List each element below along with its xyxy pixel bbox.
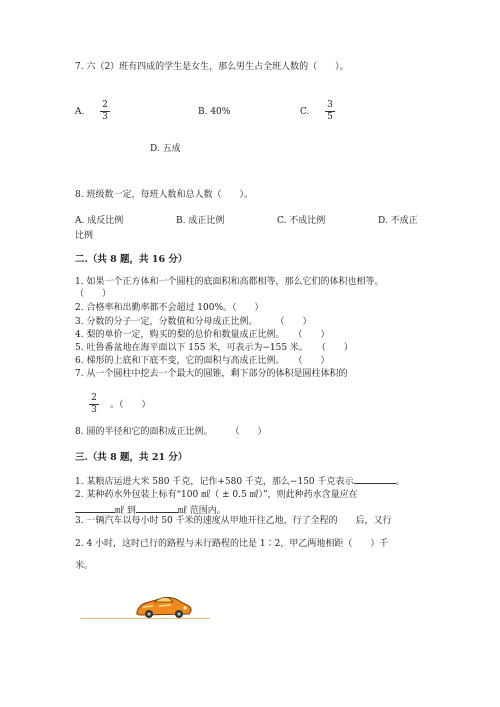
q8-text: 8. 班级数一定，每班人数和总人数（ ）。	[75, 190, 253, 200]
q8-option-a: A. 成反比例	[75, 216, 124, 226]
s3-line-4: 3. 一辆汽车以每小时 50 千米的速度从甲地开往乙地，行了全程的 后，又行	[75, 516, 392, 526]
s3-line-1-text: 1. 某粮店运进大米 580 千克，记作+580 千克，那么−150 千克表示	[75, 477, 354, 487]
answer-blank	[75, 503, 115, 513]
s3-line-1	[75, 474, 405, 489]
s2-item-5: 5. 吐鲁番盆地在海平面以下 155 米，可表示为−155 米。 （ ）	[75, 343, 353, 353]
q7-option-b: B. 40%	[198, 107, 231, 117]
answer-blank	[136, 503, 178, 513]
section-2-heading: 二.（共 8 题，共 16 分）	[75, 254, 188, 265]
s2-item-1-paren: （ ）	[75, 289, 112, 299]
s3-line-3-unit2: ㎖ 范围内。	[177, 506, 226, 516]
s3-line-6: 米。	[75, 561, 94, 571]
q7-option-c-label: C.	[300, 107, 310, 117]
race-car-icon	[133, 592, 195, 620]
s2-item-4: 4. 梨的单价一定，购买的梨的总价和数量成正比例。 （ ）	[75, 330, 330, 340]
q8-option-d: D. 不成正	[378, 216, 418, 226]
q7-option-a-label: A.	[75, 107, 85, 117]
fraction-denominator: 3	[102, 112, 108, 122]
q8-option-b: B. 成正比例	[176, 216, 225, 226]
s2-item-7-fraction	[88, 393, 100, 416]
s3-line-1-end: 。	[395, 477, 405, 487]
q7-option-d: D. 五成	[150, 144, 181, 154]
fraction-denominator: 5	[327, 112, 333, 122]
q8-option-d-continued: 比例	[75, 231, 94, 241]
fraction-numerator: 2	[102, 100, 108, 110]
s3-line-5: 2. 4 小时，这时已行的路程与未行路程的比是 1∶2，甲乙两地相距（ ）千	[75, 539, 389, 549]
race-car-illustration	[133, 592, 195, 624]
fraction-denominator: 3	[91, 405, 97, 415]
s2-item-6: 6. 梯形的上底和下底不变，它的面积与高成正比例。 （ ）	[75, 356, 330, 366]
s2-item-7: 7. 从一个圆柱中挖去一个最大的圆锥，剩下部分的体积是圆柱体积的	[75, 369, 348, 379]
answer-blank	[354, 474, 396, 484]
s2-item-3: 3. 分数的分子一定，分数值和分母成正比例。 （ ）	[75, 317, 312, 327]
q8-option-c: C. 不成比例	[277, 216, 326, 226]
s2-item-7-tail: 。（ ）	[110, 400, 151, 410]
s2-item-2: 2. 合格率和出勤率都不会超过 100%。（ ）	[75, 303, 264, 313]
q7-text: 7. 六（2）班有四成的学生是女生，那么男生占全班人数的（ ）。	[75, 62, 349, 72]
q7-option-a-fraction	[99, 100, 111, 123]
q7-option-c-fraction	[324, 100, 336, 123]
fraction-numerator: 3	[327, 100, 333, 110]
section-3-heading: 三.（共 8 题，共 21 分）	[75, 452, 188, 463]
s2-item-8: 8. 圆的半径和它的面积成正比例。 （ ）	[75, 427, 267, 437]
s3-line-2: 2. 某种药水外包装上标有“100 ㎖（ ± 0.5 ㎖）”，则此种药水含量应在	[75, 490, 358, 500]
s2-item-1: 1. 如果一个正方体和一个圆柱的底面积和高都相等，那么它们的体积也相等。	[75, 277, 384, 287]
fraction-numerator: 2	[91, 393, 97, 403]
s3-line-3-unit1: ㎖ 到	[115, 506, 136, 516]
